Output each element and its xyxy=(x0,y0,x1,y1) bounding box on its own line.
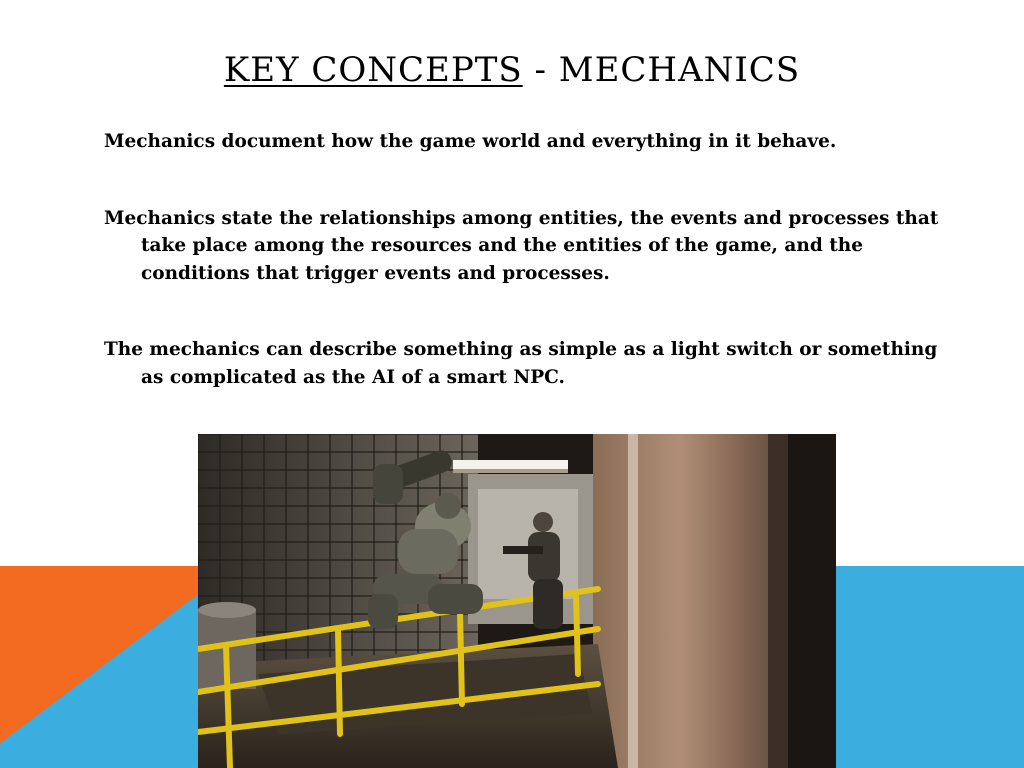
title-underlined-part: KEY CONCEPTS xyxy=(223,50,523,90)
bullet-list xyxy=(104,128,944,391)
bullet-item-2: Mechanics state the relationships among entities, the events and processes that take place among the resources and the entities of the game, and the conditions that trigger events and processes. xyxy=(104,207,939,284)
title-rest-part: - MECHANICS xyxy=(522,50,801,90)
slide-title xyxy=(0,50,1024,90)
game-screenshot-image xyxy=(198,434,836,768)
blue-right-block-decoration xyxy=(835,566,1024,768)
bullet-item-3: The mechanics can describe something as simple as a light switch or something as complicated as the AI of a smart NPC. xyxy=(104,339,938,388)
bullet-item-1: Mechanics document how the game world and everything in it behave. xyxy=(104,131,837,152)
